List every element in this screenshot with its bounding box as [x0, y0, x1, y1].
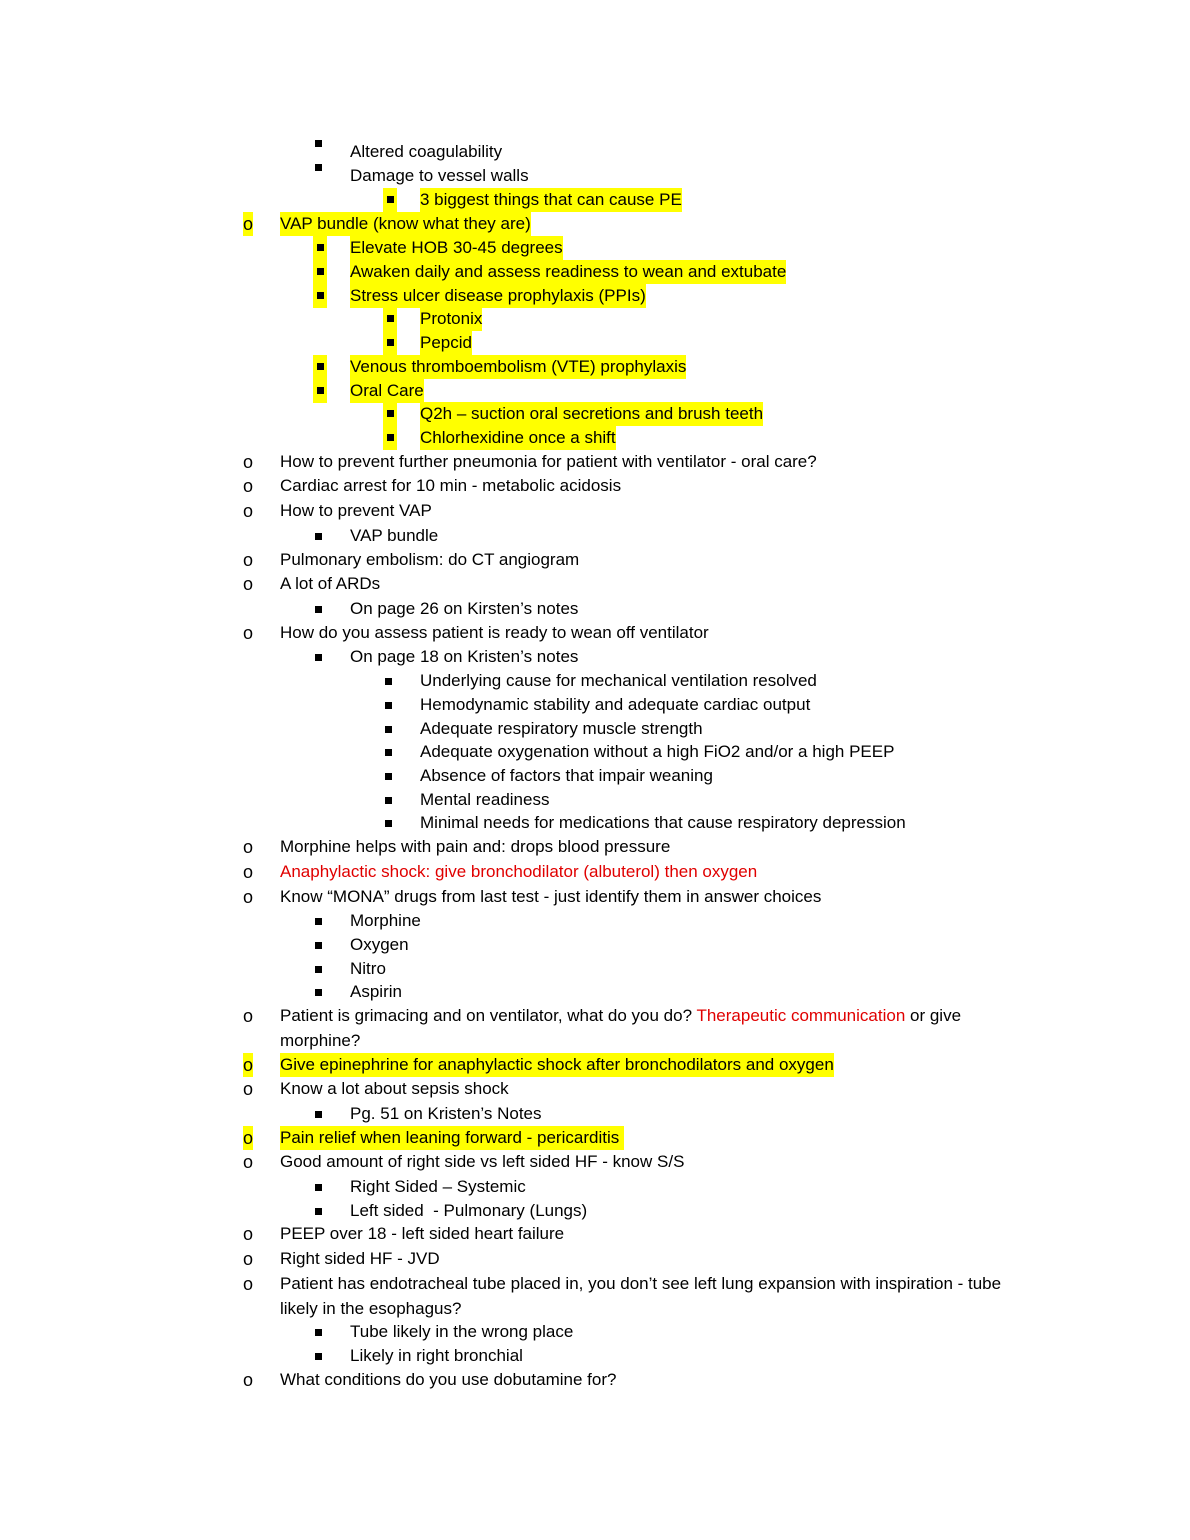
square-bullet-icon	[385, 797, 392, 804]
list-item	[0, 933, 1190, 957]
list-item	[0, 284, 1190, 308]
highlight-bullet	[383, 307, 397, 331]
list-item	[0, 548, 1190, 572]
circle-bullet-icon: o	[243, 1079, 254, 1099]
list-item	[0, 811, 1190, 835]
list-item-text: Right Sided – Systemic	[350, 1177, 526, 1196]
list-item-continuation	[0, 1297, 1190, 1321]
circle-bullet-icon: o	[243, 1274, 254, 1294]
list-item	[0, 1272, 1190, 1296]
list-item-text: likely in the esophagus?	[280, 1299, 462, 1318]
circle-bullet-icon: o	[243, 862, 254, 882]
square-bullet-icon	[315, 989, 322, 996]
circle-bullet-icon: o	[243, 887, 254, 907]
circle-bullet-icon: o	[243, 1006, 254, 1026]
list-item-text: Right sided HF - JVD	[280, 1249, 440, 1268]
square-bullet-icon	[317, 387, 324, 394]
square-bullet-icon	[315, 966, 322, 973]
list-item	[0, 1368, 1190, 1392]
list-item-text: Pepcid	[420, 331, 472, 355]
list-item	[0, 1102, 1190, 1126]
list-item-text: On page 18 on Kristen’s notes	[350, 647, 579, 666]
circle-bullet-icon: o	[243, 501, 254, 521]
list-item-text: On page 26 on Kirsten’s notes	[350, 599, 579, 618]
list-item	[0, 669, 1190, 693]
list-item	[0, 885, 1190, 909]
list-item	[0, 1199, 1190, 1223]
square-bullet-icon	[317, 292, 324, 299]
square-bullet-icon	[387, 315, 394, 322]
square-bullet-icon	[317, 268, 324, 275]
list-item	[0, 597, 1190, 621]
list-item-text: Oral Care	[350, 379, 424, 403]
square-bullet-icon	[315, 1111, 322, 1118]
circle-bullet-icon: o	[243, 452, 254, 472]
list-item-text: PEEP over 18 - left sided heart failure	[280, 1224, 565, 1243]
list-item-text: A lot of ARDs	[280, 574, 381, 593]
list-item	[0, 474, 1190, 498]
circle-bullet-icon: o	[243, 550, 254, 570]
list-item-text: Adequate oxygenation without a high FiO2 and/or a high PEEP	[420, 742, 895, 761]
list-item	[0, 621, 1190, 645]
list-item	[0, 957, 1190, 981]
square-bullet-icon	[387, 434, 394, 441]
list-item	[0, 140, 1190, 164]
highlight-bullet	[383, 331, 397, 355]
circle-bullet-icon: o	[243, 623, 254, 643]
circle-bullet-icon: o	[243, 1055, 254, 1075]
list-item	[0, 1077, 1190, 1101]
list-item-text: Cardiac arrest for 10 min - metabolic acidosis	[280, 476, 622, 495]
list-item	[0, 1150, 1190, 1174]
list-item	[0, 1222, 1190, 1246]
list-item-text: Patient has endotracheal tube placed in, you don’t see left lung expansion with inspiration - tube	[280, 1274, 1002, 1293]
list-item-text: Pulmonary embolism: do CT angiogram	[280, 550, 580, 569]
square-bullet-icon	[385, 726, 392, 733]
square-bullet-icon	[385, 678, 392, 685]
list-item	[0, 1344, 1190, 1368]
list-item	[0, 524, 1190, 548]
highlight-bullet	[383, 426, 397, 450]
list-item	[0, 572, 1190, 596]
list-item	[0, 1320, 1190, 1344]
square-bullet-icon	[315, 606, 322, 613]
list-item-text: Hemodynamic stability and adequate cardiac output	[420, 695, 811, 714]
question-text: Patient is grimacing and on ventilator, what do you do?	[280, 1006, 697, 1025]
circle-bullet-icon: o	[243, 574, 254, 594]
list-item	[0, 331, 1190, 355]
list-item-text: Likely in right bronchial	[350, 1346, 523, 1365]
highlight-bullet	[313, 236, 327, 260]
list-item-text: How to prevent further pneumonia for patient with ventilator - oral care?	[280, 452, 817, 471]
square-bullet-icon	[387, 410, 394, 417]
list-item	[0, 1175, 1190, 1199]
square-bullet-icon	[315, 164, 322, 171]
list-item	[0, 236, 1190, 260]
square-bullet-icon	[317, 363, 324, 370]
square-bullet-icon	[385, 773, 392, 780]
square-bullet-icon	[385, 749, 392, 756]
list-item-text: Minimal needs for medications that cause respiratory depression	[420, 813, 906, 832]
square-bullet-icon	[315, 1353, 322, 1360]
list-item	[0, 1053, 1190, 1077]
list-item	[0, 1004, 1190, 1028]
highlight-bullet	[313, 260, 327, 284]
square-bullet-icon	[315, 654, 322, 661]
list-item	[0, 260, 1190, 284]
list-item-text: Know a lot about sepsis shock	[280, 1079, 509, 1098]
square-bullet-icon	[315, 140, 322, 147]
square-bullet-icon	[315, 1329, 322, 1336]
list-item	[0, 426, 1190, 450]
list-item-text-red: Anaphylactic shock: give bronchodilator (albuterol) then oxygen	[280, 862, 758, 881]
square-bullet-icon	[315, 942, 322, 949]
list-item	[0, 402, 1190, 426]
list-item-text: Damage to vessel walls	[350, 166, 529, 185]
list-item	[0, 788, 1190, 812]
highlight-bullet	[383, 188, 397, 212]
list-item	[0, 835, 1190, 859]
list-item-text: VAP bundle	[350, 526, 439, 545]
list-item	[0, 740, 1190, 764]
highlight-bullet	[313, 355, 327, 379]
circle-bullet-icon: o	[243, 1224, 254, 1244]
list-item-text: VAP bundle (know what they are)	[280, 212, 531, 236]
circle-bullet-icon: o	[243, 1152, 254, 1172]
list-item-text: Give epinephrine for anaphylactic shock after bronchodilators and oxygen	[280, 1053, 834, 1077]
list-item-text: How do you assess patient is ready to wean off ventilator	[280, 623, 709, 642]
list-item	[0, 379, 1190, 403]
list-item	[0, 909, 1190, 933]
circle-bullet-icon: o	[243, 1370, 254, 1390]
highlight-bullet	[313, 379, 327, 403]
list-item	[0, 188, 1190, 212]
list-item-text: 3 biggest things that can cause PE	[420, 188, 682, 212]
list-item-text: Pg. 51 on Kristen’s Notes	[350, 1104, 542, 1123]
list-item	[0, 450, 1190, 474]
list-item-text: How to prevent VAP	[280, 501, 432, 520]
square-bullet-icon	[387, 339, 394, 346]
list-item	[0, 1247, 1190, 1271]
list-item-text: Absence of factors that impair weaning	[420, 766, 713, 785]
circle-bullet-icon: o	[243, 1249, 254, 1269]
list-item	[0, 645, 1190, 669]
square-bullet-icon	[317, 244, 324, 251]
square-bullet-icon	[315, 533, 322, 540]
circle-bullet-icon: o	[243, 214, 254, 234]
list-item	[0, 307, 1190, 331]
list-item-continuation	[0, 1029, 1190, 1053]
list-item	[0, 693, 1190, 717]
list-item-text: Protonix	[420, 307, 482, 331]
list-item-text: Oxygen	[350, 935, 409, 954]
list-item-text: Good amount of right side vs left sided HF - know S/S	[280, 1152, 685, 1171]
list-item	[0, 212, 1190, 236]
list-item-text: Elevate HOB 30-45 degrees	[350, 236, 563, 260]
question-tail-text: or give	[905, 1006, 962, 1025]
highlight-bullet	[383, 402, 397, 426]
list-item-text: Underlying cause for mechanical ventilation resolved	[420, 671, 817, 690]
square-bullet-icon	[315, 1184, 322, 1191]
square-bullet-icon	[385, 702, 392, 709]
list-item	[0, 164, 1190, 188]
list-item-text	[280, 1004, 961, 1028]
list-item-text: Q2h – suction oral secretions and brush teeth	[420, 402, 763, 426]
square-bullet-icon	[315, 918, 322, 925]
list-item-text: Morphine	[350, 911, 421, 930]
list-item-text: Aspirin	[350, 982, 402, 1001]
list-item	[0, 1126, 1190, 1150]
list-item-text: Nitro	[350, 959, 386, 978]
list-item	[0, 764, 1190, 788]
list-item-text: Pain relief when leaning forward - pericarditis	[280, 1126, 624, 1150]
circle-bullet-icon: o	[243, 476, 254, 496]
highlight-bullet	[313, 284, 327, 308]
list-item-text: Adequate respiratory muscle strength	[420, 719, 703, 738]
list-item-text: Mental readiness	[420, 790, 550, 809]
list-item-text: Venous thromboembolism (VTE) prophylaxis	[350, 355, 686, 379]
list-item-text: Morphine helps with pain and: drops blood pressure	[280, 837, 671, 856]
list-item	[0, 717, 1190, 741]
square-bullet-icon	[385, 820, 392, 827]
list-item-text: Know “MONA” drugs from last test - just identify them in answer choices	[280, 887, 822, 906]
list-item	[0, 860, 1190, 884]
circle-bullet-icon: o	[243, 837, 254, 857]
list-item-text: Stress ulcer disease prophylaxis (PPIs)	[350, 284, 646, 308]
list-item-text: Left sided - Pulmonary (Lungs)	[350, 1201, 588, 1220]
list-item	[0, 499, 1190, 523]
list-item-text: Awaken daily and assess readiness to wean and extubate	[350, 260, 786, 284]
list-item-text: morphine?	[280, 1031, 361, 1050]
list-item-text: Tube likely in the wrong place	[350, 1322, 574, 1341]
list-item-text: What conditions do you use dobutamine for?	[280, 1370, 617, 1389]
list-item-text: Chlorhexidine once a shift	[420, 426, 616, 450]
circle-bullet-icon: o	[243, 1128, 254, 1148]
list-item	[0, 355, 1190, 379]
list-item-text: Altered coagulability	[350, 142, 503, 161]
answer-text-red: Therapeutic communication	[696, 1006, 906, 1025]
square-bullet-icon	[387, 196, 394, 203]
square-bullet-icon	[315, 1208, 322, 1215]
list-item	[0, 980, 1190, 1004]
